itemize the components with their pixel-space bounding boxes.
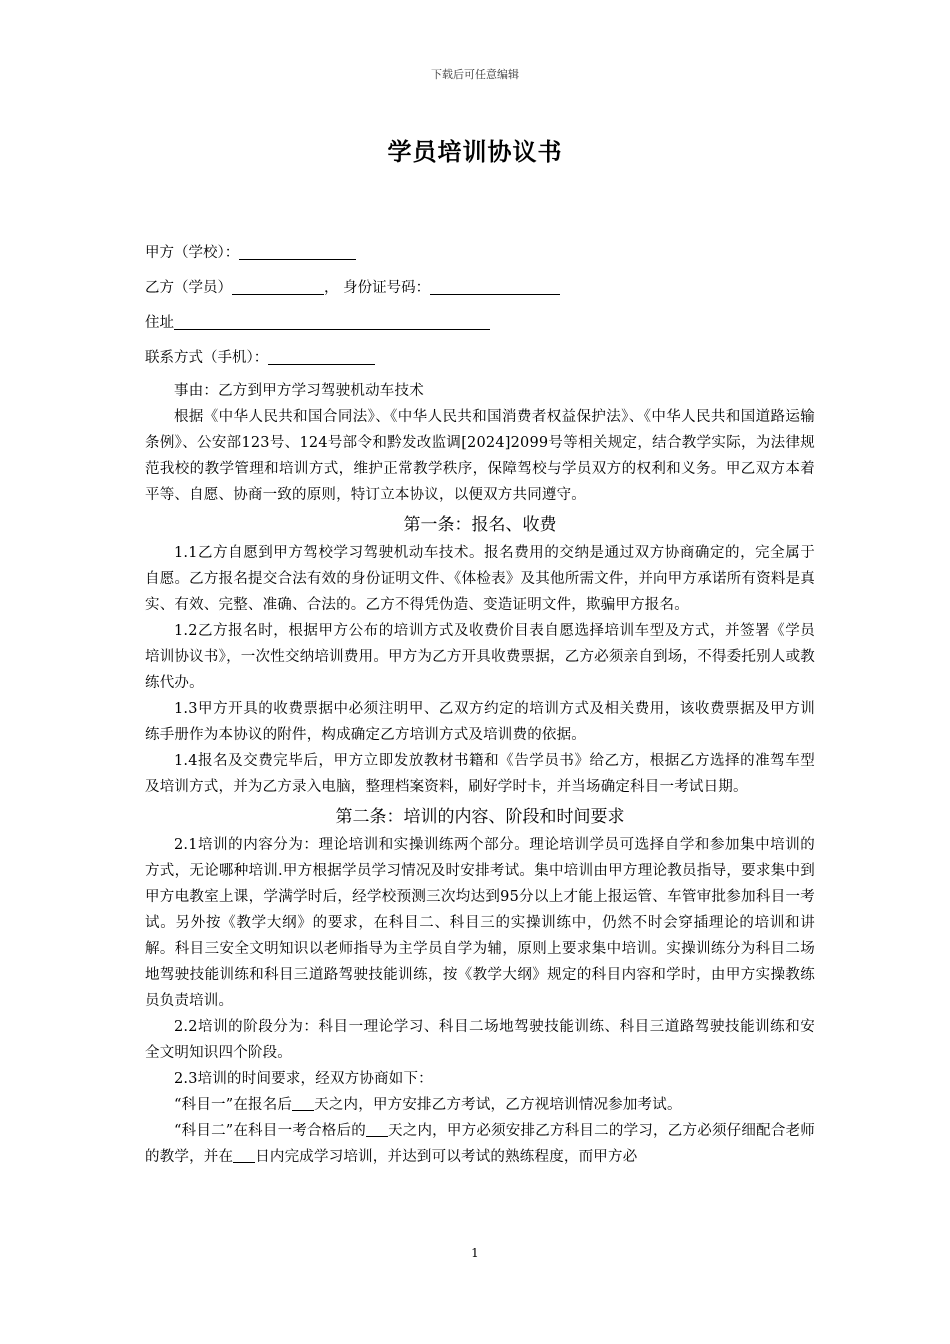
document-body xyxy=(145,236,815,1170)
reason-paragraph: 事由：乙方到甲方学习驾驶机动车技术 xyxy=(174,383,424,399)
section1-paragraph: 1.2乙方报名时，根据甲方公布的培训方式及收费价目表自愿选择培训车型及方式，并签署《学员培训协议书》，一次性交纳培训费用。甲方为乙方开具收费票据，乙方必须亲自到场，不得委托别人或教练代办。 xyxy=(145,623,815,691)
section2-paragraph: 2.1培训的内容分为：理论培训和实操训练两个部分。理论培训学员可选择自学和参加集中培训的方式，无论哪种培训.甲方根据学员学习情况及时安排考试。集中培训由甲方理论教员指导，要求集中到甲方电教室上课，学满学时后，经学校预测三次均达到95分以上才能上报运管、车管审批参加科目一考试。另外按《教学大纲》的要求，在科目二、科目三的实操训练中，仍然不时会穿插理论的培训和讲解。科目三安全文明知识以老师指导为主学员自学为辅，原则上要求集中培训。实操训练分为科目二场地驾驶技能训练和科目三道路驾驶技能训练，按《教学大纲》规定的科目内容和学时，由甲方实操教练员负责培训。 xyxy=(145,837,815,1009)
contact-label: 联系方式（手机）： xyxy=(145,350,269,366)
subject2-finish-blank xyxy=(233,1147,255,1163)
subject1-days-blank xyxy=(292,1095,314,1111)
basis-paragraph: 根据《中华人民共和国合同法》、《中华人民共和国消费者权益保护法》、《中华人民共和国道路运输条例》、公安部123号、124号部令和黔发改监调[2024]2099号等相关规定，结合教学实际，为法律规范我校的教学管理和培训方式，维护正常教学秩序，保障驾校与学员双方的权利和义务。甲乙双方本着平等、自愿、协商一致的原则，特订立本协议，以便双方共同遵守。 xyxy=(145,409,815,503)
subject1-paragraph xyxy=(145,1092,815,1118)
section1-paragraph: 1.1乙方自愿到甲方驾校学习驾驶机动车技术。报名费用的交纳是通过双方协商确定的，完全属于自愿。乙方报名提交合法有效的身份证明文件、《体检表》及其他所需文件，并向甲方承诺所有资料是真实、有效、完整、准确、合法的。乙方不得凭伪造、变造证明文件，欺骗甲方报名。 xyxy=(145,545,815,613)
subject2-text-a: “科目二”在科目一考合格后的 xyxy=(174,1123,366,1139)
party-b-blank xyxy=(232,274,324,295)
subject2-paragraph xyxy=(145,1118,815,1170)
subject1-text-b: 天之内，甲方安排乙方考试，乙方视培训情况参加考试。 xyxy=(314,1097,682,1113)
contact-field xyxy=(145,341,815,376)
header-note: 下载后可任意编辑 xyxy=(431,68,519,81)
address-field xyxy=(145,306,815,341)
address-label: 住址 xyxy=(145,315,174,331)
subject2-text-b: 天之内，甲方必须安排乙方科目二的学习，乙方必须仔细配合老师的教学，并在 xyxy=(145,1123,815,1165)
party-a-field xyxy=(145,236,815,271)
subject2-days-blank xyxy=(366,1121,388,1137)
party-a-blank xyxy=(239,239,356,260)
party-b-field xyxy=(145,271,815,306)
document-title: 学员培训协议书 xyxy=(387,138,563,166)
id-number-label: ， 身份证号码： xyxy=(324,280,431,296)
party-a-label: 甲方（学校）： xyxy=(145,245,240,261)
subject2-text-c: 日内完成学习培训，并达到可以考试的熟练程度，而甲方必 xyxy=(255,1149,638,1165)
section2-paragraph: 2.2培训的阶段分为：科目一理论学习、科目二场地驾驶技能训练、科目三道路驾驶技能训练和安全文明知识四个阶段。 xyxy=(145,1019,815,1061)
address-blank xyxy=(174,309,490,330)
section1-heading: 第一条：报名、收费 xyxy=(403,515,557,535)
id-number-blank xyxy=(430,274,560,295)
section2-paragraph: 2.3培训的时间要求，经双方协商如下： xyxy=(174,1071,433,1087)
subject1-text-a: “科目一”在报名后 xyxy=(174,1097,293,1113)
section1-paragraph: 1.4报名及交费完毕后，甲方立即发放教材书籍和《告学员书》给乙方，根据乙方选择的准驾车型及培训方式，并为乙方录入电脑，整理档案资料，刷好学时卡，并当场确定科目一考试日期。 xyxy=(145,753,815,795)
section2-heading: 第二条：培训的内容、阶段和时间要求 xyxy=(335,807,625,827)
page-number: 1 xyxy=(471,1246,479,1260)
contact-blank xyxy=(268,344,375,365)
section1-paragraph: 1.3甲方开具的收费票据中必须注明甲、乙双方约定的培训方式及相关费用，该收费票据及甲方训练手册作为本协议的附件，构成确定乙方培训方式及培训费的依据。 xyxy=(145,701,815,743)
party-b-label: 乙方（学员） xyxy=(145,280,232,296)
